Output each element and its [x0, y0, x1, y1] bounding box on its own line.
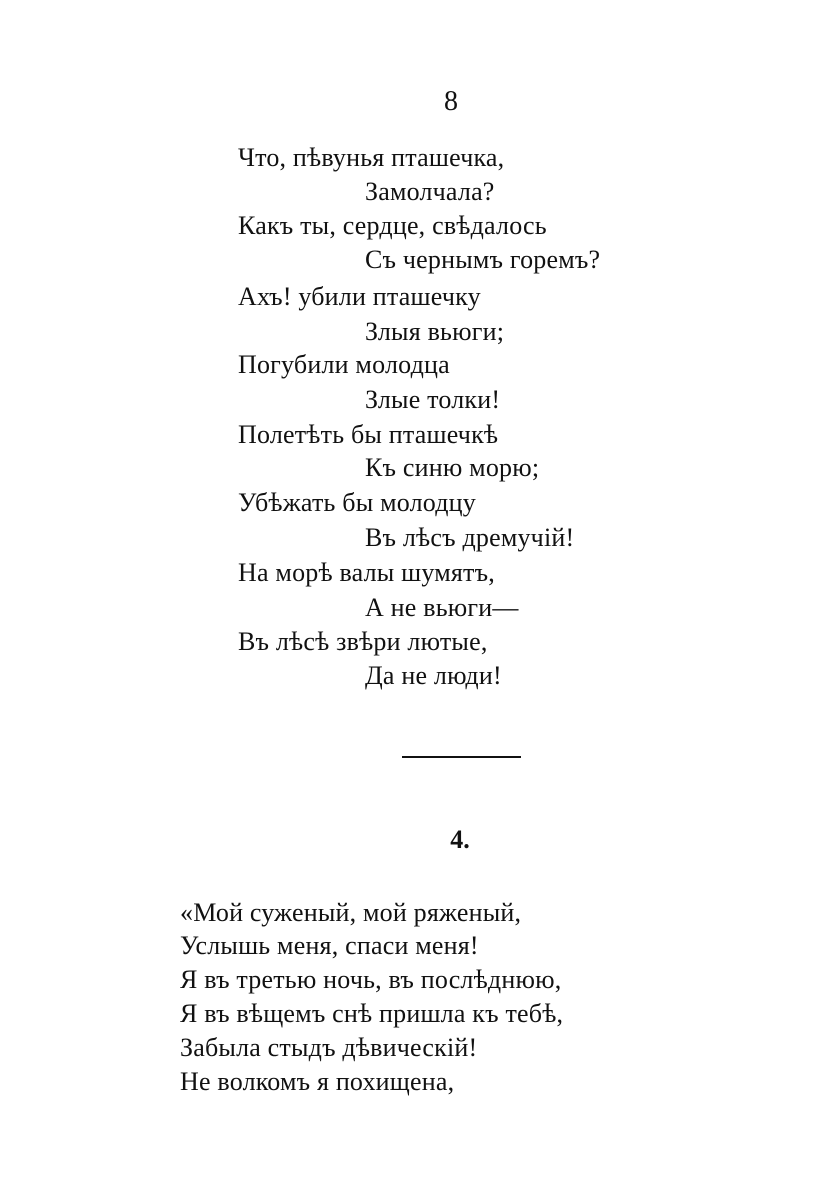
poem-line: Въ лѣсѣ звѣри лютые, [238, 627, 488, 656]
poem-line: Съ чернымъ горемъ? [365, 245, 601, 274]
poem-line: Замолчала? [365, 177, 495, 206]
poem-line: Погубили молодца [238, 350, 450, 379]
poem-line: «Мой суженый, мой ряженый, [180, 898, 522, 927]
poem-line: Полетѣть бы пташечкѣ [238, 420, 499, 449]
poem-line: А не вьюги— [365, 593, 519, 622]
section-number: 4. [450, 825, 470, 854]
poem-line: Убѣжать бы молодцу [238, 488, 476, 517]
poem-line: Не волкомъ я похищена, [180, 1067, 455, 1096]
poem-line: Ахъ! убили пташечку [238, 282, 481, 311]
poem-line: Я въ вѣщемъ снѣ пришла къ тебѣ, [180, 999, 564, 1028]
poem-line: Я въ третью ночь, въ послѣднюю, [180, 965, 562, 994]
poem-line: Что, пѣвунья пташечка, [238, 143, 505, 172]
poem-line: Злые толки! [365, 385, 501, 414]
poem-line: Въ лѣсъ дремучій! [365, 523, 575, 552]
section-separator [402, 756, 521, 758]
page-number: 8 [444, 86, 458, 117]
poem-line: Услышь меня, спаси меня! [180, 931, 479, 960]
poem-line: Да не люди! [365, 661, 502, 690]
poem-line: Какъ ты, сердце, свѣдалось [238, 211, 547, 240]
poem-line: Забыла стыдъ дѣвическій! [180, 1033, 478, 1062]
poem-line: На морѣ валы шумятъ, [238, 558, 495, 587]
poem-line: Къ синю морю; [365, 453, 540, 482]
poem-line: Злыя вьюги; [365, 317, 505, 346]
